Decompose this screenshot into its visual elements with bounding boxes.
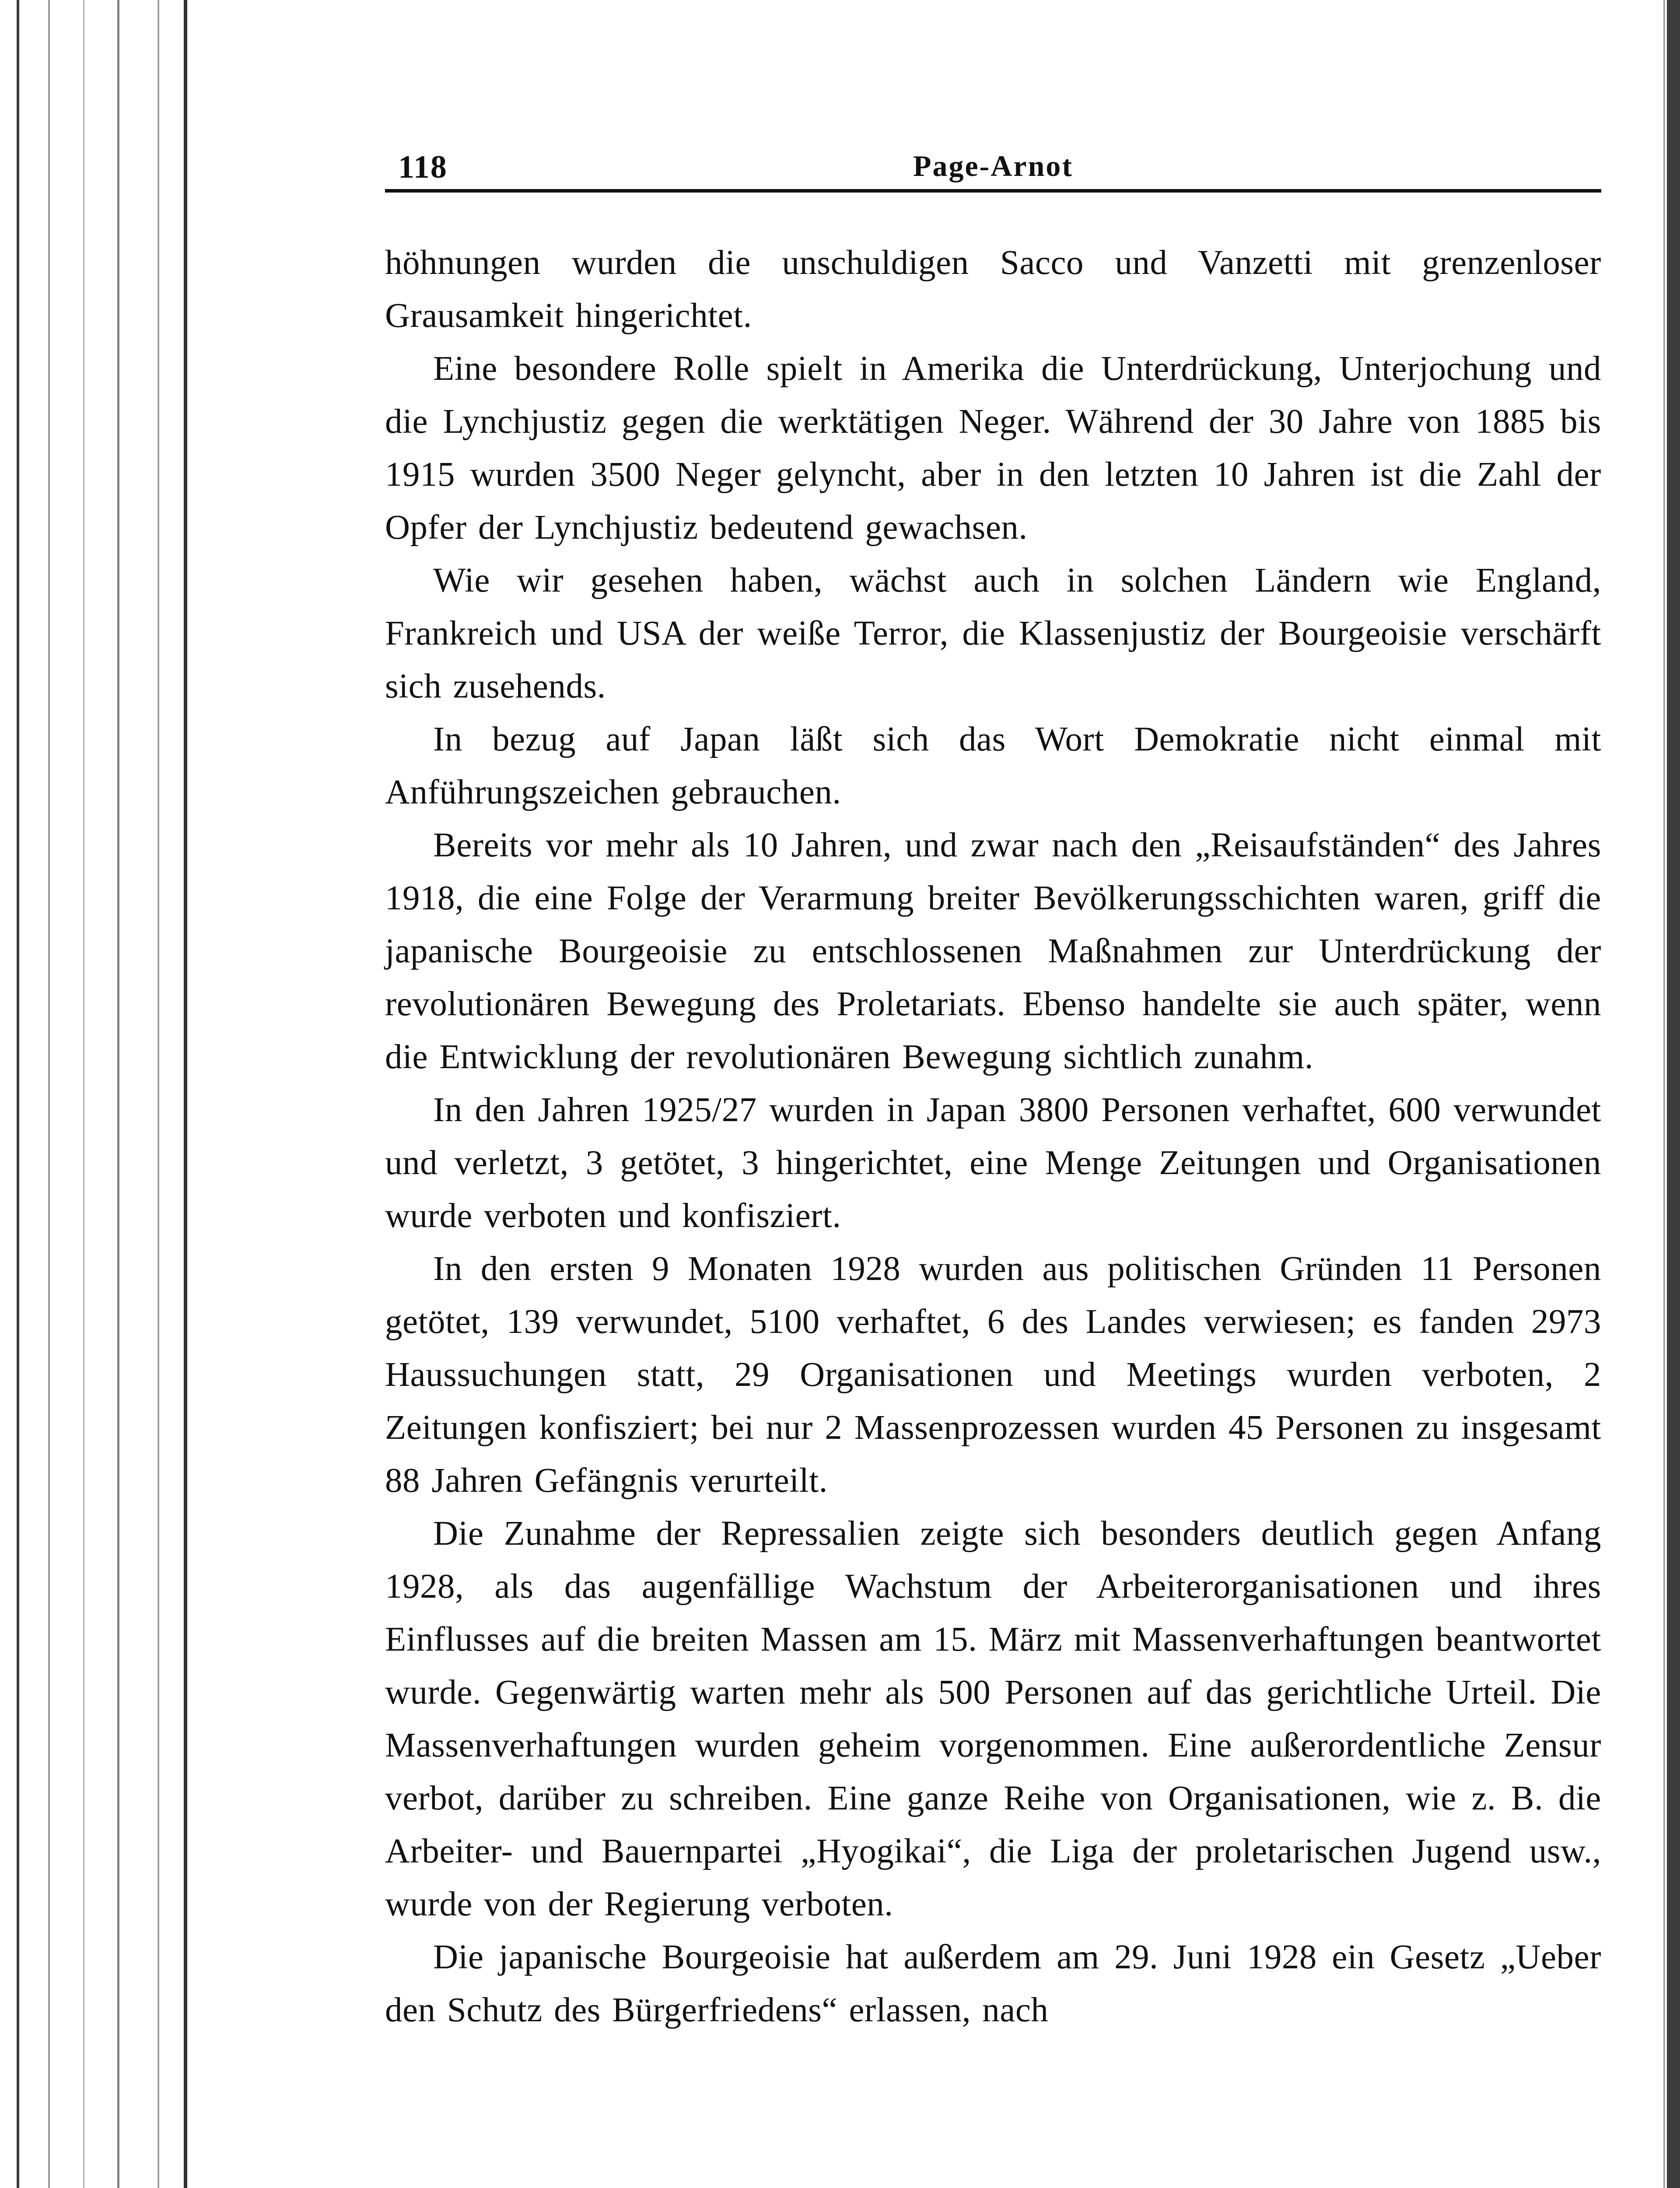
header-rule xyxy=(385,189,1601,193)
paragraph: In den Jahren 1925/27 wurden in Japan 3800 Personen verhaftet, 600 verwundet und verletzt, 3 getötet, 3 hingerichtet, eine Menge Zeitungen und Organisationen wurde verboten und konfisziert. xyxy=(385,1091,1601,1235)
scan-right-edge-line xyxy=(1663,0,1665,2188)
scan-right-edge xyxy=(1667,0,1680,2188)
scan-binding-gutter xyxy=(0,0,192,2188)
paragraph: Bereits vor mehr als 10 Jahren, und zwar nach den „Reisaufständen“ des Jahres 1918, die eine Folge der Verarmung breiter Bevölkerungsschichten waren, griff die japanische Bourgeoisie zu entschlossenen Maßnahmen zur Unterdrückung der revolutionären Bewegung des Proletariats. Ebenso handelte sie auch später, wenn die Entwicklung der revolutionären Bewegung sichtlich zunahm. xyxy=(385,826,1601,1076)
book-page xyxy=(385,131,1601,2029)
binding-line xyxy=(48,0,50,2188)
paragraph: Die Zunahme der Repressalien zeigte sich besonders deutlich gegen Anfang 1928, als das augenfällige Wachstum der Arbeiterorganisationen und ihres Einflusses auf die breiten Massen am 15. März mit Massenverhaftungen beantwortet wurde. Gegenwärtig warten mehr als 500 Personen auf das gerichtliche Urteil. Die Massenverhaftungen wurden geheim vorgenommen. Eine außerordentliche Zensur verbot, darüber zu schreiben. Eine ganze Reihe von Organisationen, wie z. B. die Arbeiter- und Bauernpartei „Hyogikai“, die Liga der proletarischen Jugend usw., wurde von der Regierung verboten. xyxy=(385,1515,1601,1923)
page-number: 118 xyxy=(398,149,448,185)
body-text xyxy=(385,236,1601,2037)
paragraph: höhnungen wurden die unschuldigen Sacco und Vanzetti mit grenzenloser Grausamkeit hingerichtet. xyxy=(385,244,1601,335)
binding-line xyxy=(17,0,19,2188)
paragraph: In den ersten 9 Monaten 1928 wurden aus politischen Gründen 11 Personen getötet, 139 verwundet, 5100 verhaftet, 6 des Landes verwiesen; es fanden 2973 Haussuchungen statt, 29 Organisationen und Meetings wurden verboten, 2 Zeitungen konfisziert; bei nur 2 Massenprozessen wurden 45 Personen zu insgesamt 88 Jahren Gefängnis verurteilt. xyxy=(385,1250,1601,1500)
running-title: Page-Arnot xyxy=(913,149,1074,182)
binding-line xyxy=(158,0,159,2188)
running-head xyxy=(385,131,1601,184)
binding-line xyxy=(184,0,187,2188)
paragraph: Eine besondere Rolle spielt in Amerika die Unterdrückung, Unterjochung und die Lynchjustiz gegen die werktätigen Neger. Während der 30 Jahre von 1885 bis 1915 wurden 3500 Neger gelyncht, aber in den letzten 10 Jahren ist die Zahl der Opfer der Lynchjustiz bedeutend gewachsen. xyxy=(385,350,1601,547)
paragraph: In bezug auf Japan läßt sich das Wort Demokratie nicht einmal mit Anführungszeichen gebrauchen. xyxy=(385,720,1601,811)
paragraph: Wie wir gesehen haben, wächst auch in solchen Ländern wie England, Frankreich und USA der weiße Terror, die Klassenjustiz der Bourgeoisie verschärft sich zusehends. xyxy=(385,561,1601,705)
paragraph: Die japanische Bourgeoisie hat außerdem am 29. Juni 1928 ein Gesetz „Ueber den Schutz des Bürgerfriedens“ erlassen, nach xyxy=(385,1938,1601,2029)
binding-line xyxy=(83,0,84,2188)
binding-line xyxy=(117,0,119,2188)
